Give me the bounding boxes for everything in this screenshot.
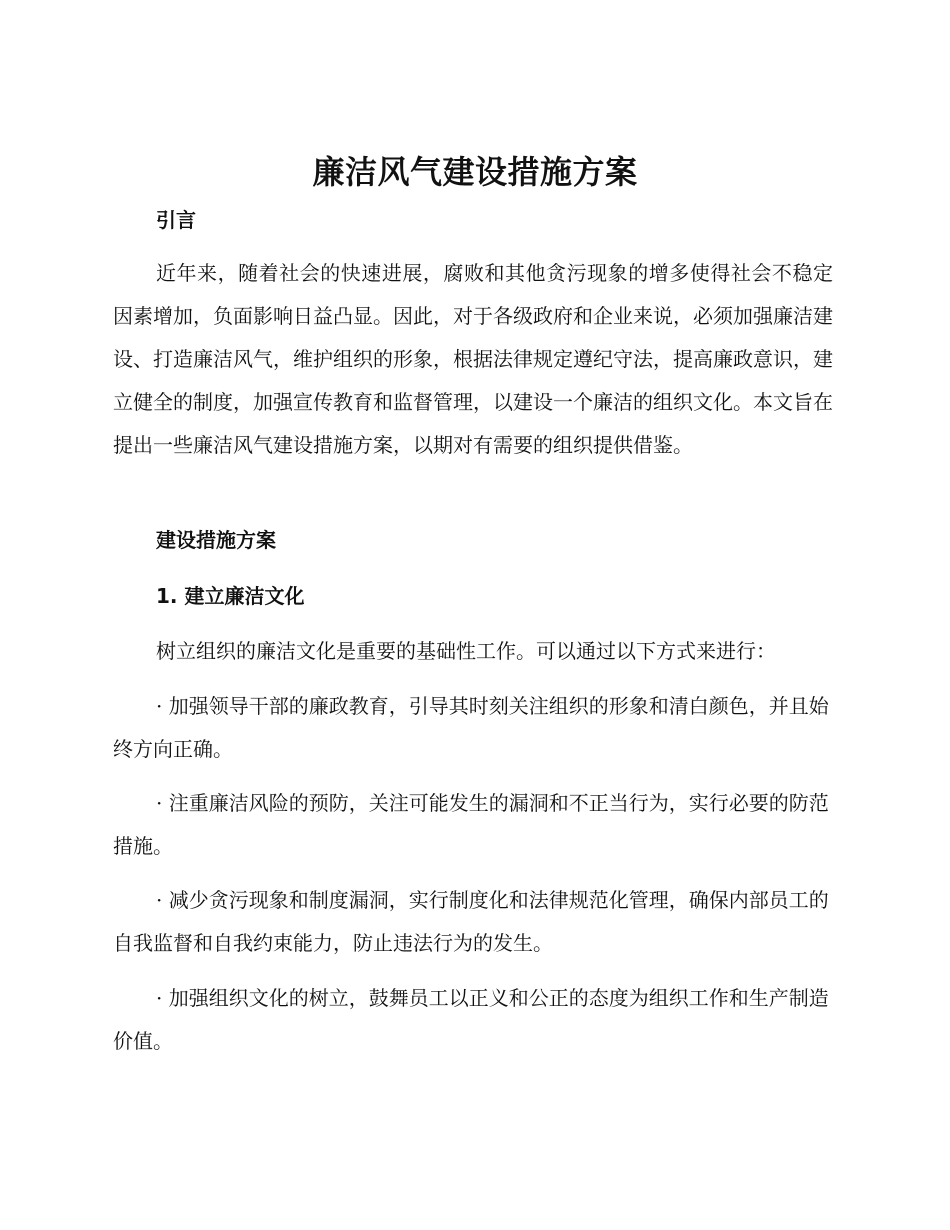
bullet-item: · 加强组织文化的树立，鼓舞员工以正义和公正的态度为组织工作和生产制造价值。 <box>113 986 829 1053</box>
bullet-item: · 减少贪污现象和制度漏洞，实行制度化和法律规范化管理，确保内部员工的自我监督和自我约束能力，防止违法行为的发生。 <box>113 888 829 955</box>
intro-heading: 引言 <box>156 208 196 232</box>
section1-intro: 树立组织的廉洁文化是重要的基础性工作。可以通过以下方式来进行： <box>156 639 776 663</box>
section1-heading: 1. 建立廉洁文化 <box>156 584 305 608</box>
intro-paragraph: 近年来，随着社会的快速进展，腐败和其他贪污现象的增多使得社会不稳定因素增加，负面影响日益凸显。因此，对于各级政府和企业来说，必须加强廉洁建设、打造廉洁风气，维护组织的形象，根据法律规定遵纪守法，提高廉政意识，建立健全的制度，加强宣传教育和监督管理，以建设一个廉洁的组织文化。本文旨在提出一些廉洁风气建设措施方案，以期对有需要的组织提供借鉴。 <box>113 261 833 457</box>
bullet-item: · 注重廉洁风险的预防，关注可能发生的漏洞和不正当行为，实行必要的防范措施。 <box>113 791 829 858</box>
bullet-item: · 加强领导干部的廉政教育，引导其时刻关注组织的形象和清白颜色，并且始终方向正确。 <box>113 694 829 761</box>
measures-heading: 建设措施方案 <box>156 528 276 552</box>
document-title: 廉洁风气建设措施方案 <box>312 153 638 191</box>
